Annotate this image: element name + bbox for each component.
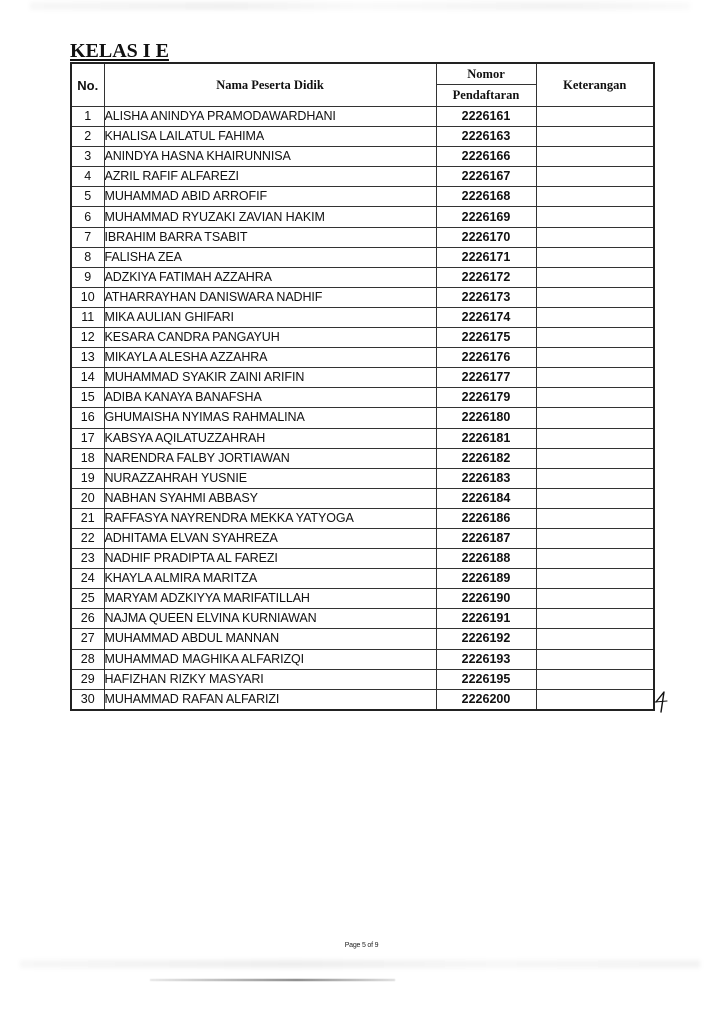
registration-number: 2226170 [436, 227, 536, 247]
registration-number: 2226187 [436, 528, 536, 548]
table-row [71, 589, 654, 609]
row-number: 30 [71, 689, 104, 710]
row-number: 13 [71, 348, 104, 368]
notes-cell [536, 528, 654, 548]
table-body [71, 107, 654, 710]
page-title: KELAS I E [70, 40, 169, 62]
row-number: 11 [71, 307, 104, 327]
table-row [71, 649, 654, 669]
row-number: 14 [71, 368, 104, 388]
registration-number: 2226177 [436, 368, 536, 388]
row-number: 23 [71, 549, 104, 569]
student-roster-table [70, 62, 655, 711]
notes-cell [536, 549, 654, 569]
student-name: FALISHA ZEA [104, 247, 436, 267]
header-student-name: Nama Peserta Didik [104, 63, 436, 107]
registration-number: 2226166 [436, 147, 536, 167]
table-row [71, 307, 654, 327]
notes-cell [536, 287, 654, 307]
registration-number: 2226190 [436, 589, 536, 609]
table-row [71, 569, 654, 589]
table-row [71, 267, 654, 287]
registration-number: 2226173 [436, 287, 536, 307]
notes-cell [536, 147, 654, 167]
registration-number: 2226192 [436, 629, 536, 649]
registration-number: 2226188 [436, 549, 536, 569]
student-name: MUHAMMAD MAGHIKA ALFARIZQI [104, 649, 436, 669]
registration-number: 2226175 [436, 328, 536, 348]
registration-number: 2226174 [436, 307, 536, 327]
row-number: 3 [71, 147, 104, 167]
notes-cell [536, 569, 654, 589]
registration-number: 2226182 [436, 448, 536, 468]
student-name: ANINDYA HASNA KHAIRUNNISA [104, 147, 436, 167]
registration-number: 2226189 [436, 569, 536, 589]
table-row [71, 488, 654, 508]
table-row [71, 207, 654, 227]
header-registration-bottom: Pendaftaran [436, 85, 536, 107]
table-row [71, 428, 654, 448]
row-number: 20 [71, 488, 104, 508]
header-no: No. [71, 63, 104, 107]
row-number: 18 [71, 448, 104, 468]
notes-cell [536, 629, 654, 649]
row-number: 1 [71, 107, 104, 127]
table-row [71, 107, 654, 127]
row-number: 25 [71, 589, 104, 609]
student-name: HAFIZHAN RIZKY MASYARI [104, 669, 436, 689]
registration-number: 2226193 [436, 649, 536, 669]
notes-cell [536, 609, 654, 629]
registration-number: 2226180 [436, 408, 536, 428]
student-name: NABHAN SYAHMI ABBASY [104, 488, 436, 508]
notes-cell [536, 267, 654, 287]
header-notes: Keterangan [536, 63, 654, 107]
scan-bleed-bottom [20, 960, 700, 968]
row-number: 22 [71, 528, 104, 548]
registration-number: 2226184 [436, 488, 536, 508]
student-name: MUHAMMAD ABID ARROFIF [104, 187, 436, 207]
table-row [71, 468, 654, 488]
notes-cell [536, 227, 654, 247]
student-name: NURAZZAHRAH YUSNIE [104, 468, 436, 488]
row-number: 27 [71, 629, 104, 649]
student-name: KHAYLA ALMIRA MARITZA [104, 569, 436, 589]
student-name: IBRAHIM BARRA TSABIT [104, 227, 436, 247]
student-name: NAJMA QUEEN ELVINA KURNIAWAN [104, 609, 436, 629]
row-number: 26 [71, 609, 104, 629]
notes-cell [536, 689, 654, 710]
notes-cell [536, 408, 654, 428]
student-name: KESARA CANDRA PANGAYUH [104, 328, 436, 348]
notes-cell [536, 468, 654, 488]
row-number: 8 [71, 247, 104, 267]
student-name: MARYAM ADZKIYYA MARIFATILLAH [104, 589, 436, 609]
table-row [71, 348, 654, 368]
row-number: 7 [71, 227, 104, 247]
row-number: 4 [71, 167, 104, 187]
row-number: 9 [71, 267, 104, 287]
registration-number: 2226186 [436, 508, 536, 528]
student-name: MIKA AULIAN GHIFARI [104, 307, 436, 327]
registration-number: 2226181 [436, 428, 536, 448]
notes-cell [536, 448, 654, 468]
student-name: RAFFASYA NAYRENDRA MEKKA YATYOGA [104, 508, 436, 528]
table-row [71, 609, 654, 629]
student-name: ATHARRAYHAN DANISWARA NADHIF [104, 287, 436, 307]
student-name: MUHAMMAD SYAKIR ZAINI ARIFIN [104, 368, 436, 388]
table-row [71, 328, 654, 348]
student-name: NARENDRA FALBY JORTIAWAN [104, 448, 436, 468]
table-row [71, 689, 654, 710]
handwritten-mark-icon [654, 688, 672, 714]
registration-number: 2226200 [436, 689, 536, 710]
header-registration-top: Nomor [436, 63, 536, 85]
student-name: MUHAMMAD ABDUL MANNAN [104, 629, 436, 649]
notes-cell [536, 589, 654, 609]
registration-number: 2226172 [436, 267, 536, 287]
row-number: 19 [71, 468, 104, 488]
row-number: 12 [71, 328, 104, 348]
table-row [71, 247, 654, 267]
table-row [71, 448, 654, 468]
table-row [71, 227, 654, 247]
registration-number: 2226163 [436, 127, 536, 147]
row-number: 24 [71, 569, 104, 589]
registration-number: 2226176 [436, 348, 536, 368]
row-number: 2 [71, 127, 104, 147]
row-number: 16 [71, 408, 104, 428]
student-name: KABSYA AQILATUZZAHRAH [104, 428, 436, 448]
row-number: 5 [71, 187, 104, 207]
table-row [71, 368, 654, 388]
student-name: MUHAMMAD RAFAN ALFARIZI [104, 689, 436, 710]
row-number: 10 [71, 287, 104, 307]
notes-cell [536, 488, 654, 508]
row-number: 6 [71, 207, 104, 227]
table-row [71, 528, 654, 548]
registration-number: 2226195 [436, 669, 536, 689]
notes-cell [536, 508, 654, 528]
row-number: 21 [71, 508, 104, 528]
notes-cell [536, 247, 654, 267]
notes-cell [536, 388, 654, 408]
student-name: NADHIF PRADIPTA AL FAREZI [104, 549, 436, 569]
registration-number: 2226179 [436, 388, 536, 408]
table-row [71, 629, 654, 649]
row-number: 17 [71, 428, 104, 448]
table-row [71, 287, 654, 307]
row-number: 28 [71, 649, 104, 669]
notes-cell [536, 187, 654, 207]
notes-cell [536, 127, 654, 147]
notes-cell [536, 428, 654, 448]
registration-number: 2226161 [436, 107, 536, 127]
row-number: 29 [71, 669, 104, 689]
table-row [71, 549, 654, 569]
student-name: AZRIL RAFIF ALFAREZI [104, 167, 436, 187]
row-number: 15 [71, 388, 104, 408]
registration-number: 2226191 [436, 609, 536, 629]
student-name: KHALISA LAILATUL FAHIMA [104, 127, 436, 147]
notes-cell [536, 207, 654, 227]
notes-cell [536, 368, 654, 388]
student-name: MUHAMMAD RYUZAKI ZAVIAN HAKIM [104, 207, 436, 227]
student-name: ADHITAMA ELVAN SYAHREZA [104, 528, 436, 548]
scan-bleed-top [30, 2, 690, 10]
table-row [71, 147, 654, 167]
student-name: ADIBA KANAYA BANAFSHA [104, 388, 436, 408]
notes-cell [536, 348, 654, 368]
notes-cell [536, 107, 654, 127]
table-row [71, 669, 654, 689]
page-number: Page 5 of 9 [344, 942, 379, 949]
scan-edge-line [150, 979, 395, 981]
registration-number: 2226169 [436, 207, 536, 227]
student-name: ALISHA ANINDYA PRAMODAWARDHANI [104, 107, 436, 127]
table-row [71, 508, 654, 528]
notes-cell [536, 307, 654, 327]
table-row [71, 167, 654, 187]
notes-cell [536, 167, 654, 187]
table-row [71, 127, 654, 147]
table-row [71, 408, 654, 428]
table-header-row [71, 63, 654, 85]
student-name: MIKAYLA ALESHA AZZAHRA [104, 348, 436, 368]
notes-cell [536, 669, 654, 689]
registration-number: 2226167 [436, 167, 536, 187]
student-name: ADZKIYA FATIMAH AZZAHRA [104, 267, 436, 287]
registration-number: 2226168 [436, 187, 536, 207]
table-row [71, 187, 654, 207]
student-name: GHUMAISHA NYIMAS RAHMALINA [104, 408, 436, 428]
notes-cell [536, 328, 654, 348]
registration-number: 2226171 [436, 247, 536, 267]
notes-cell [536, 649, 654, 669]
table-row [71, 388, 654, 408]
registration-number: 2226183 [436, 468, 536, 488]
